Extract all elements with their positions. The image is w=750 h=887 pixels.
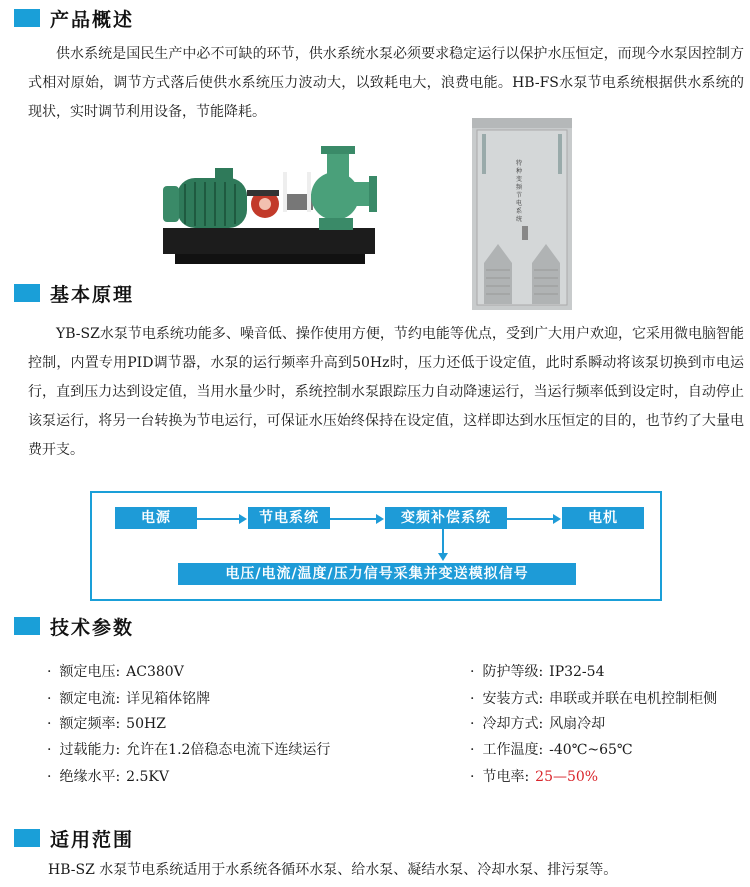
section-title: 基本原理 (50, 283, 135, 306)
flow-arrow-down (442, 529, 444, 559)
section-overview-header (14, 6, 134, 30)
flow-node-motor: 电机 (562, 507, 644, 529)
spec-rated-voltage: · 额定电压: AC380V (47, 664, 184, 680)
overview-paragraph: 供水系统是国民生产中必不可缺的环节，供水系统水泵必须要求稳定运行以保护水压恒定，而现今水泵因控制方式相对原始，调节方式落后使供水系统压力波动大，以致耗电大，浪费电能。HB-FS水泵节电系统根据供水系统的现状，实时调节利用设备，节能降耗。 (28, 46, 744, 120)
spec-saving-rate: · 节电率: 25—50% (470, 769, 599, 785)
spec-insulation-level: · 绝缘水平: 2.5KV (47, 769, 170, 785)
spec-rated-current: · 额定电流: 详见箱体铭牌 (47, 691, 211, 707)
flow-arrow (197, 518, 245, 520)
flow-arrow (330, 518, 382, 520)
spec-working-temperature: · 工作温度: -40℃~65℃ (470, 742, 633, 758)
section-title: 技术参数 (50, 616, 135, 639)
spec-protection-grade: · 防护等级: IP32-54 (470, 664, 605, 680)
section-marker (14, 617, 40, 635)
flow-arrow (507, 518, 559, 520)
cabinet-label: 特种变频节电系统 (516, 160, 523, 223)
water-pump-image (155, 142, 380, 270)
section-title: 适用范围 (50, 828, 135, 851)
spec-cooling: · 冷却方式: 风扇冷却 (470, 716, 606, 732)
flow-node-saving-system: 节电系统 (248, 507, 330, 529)
flow-node-power: 电源 (115, 507, 197, 529)
section-scope-header (14, 826, 134, 850)
spec-overload-capacity: · 过载能力: 允许在1.2倍稳态电流下连续运行 (47, 742, 331, 758)
section-principle-header (14, 281, 134, 305)
section-specs-header (14, 614, 134, 638)
section-marker (14, 829, 40, 847)
flow-node-signal: 电压/电流/温度/压力信号采集并变送模拟信号 (178, 563, 576, 585)
flow-node-vfd: 变频补偿系统 (385, 507, 507, 529)
section-marker (14, 284, 40, 302)
spec-rated-frequency: · 额定频率: 50HZ (47, 716, 166, 732)
control-cabinet-image (472, 118, 572, 310)
principle-paragraph: YB-SZ水泵节电系统功能多、噪音低、操作使用方便，节约电能等优点，受到广大用户欢迎，它采用微电脑智能控制，内置专用PID调节器，水泵的运行频率升高到50Hz时，压力还低于设定值，此时系瞬动将该泵切换到市电运行，直到压力达到设定值，当用水量少时，系统控制水泵跟踪压力自动降速运行，当运行频率低到设定时，自动停止该泵运行，将另一台转换为节电运行，可保证水压始终保持在设定值，这样即达到水压恒定的目的，也节约了大量电费开支。 (28, 326, 744, 458)
scope-paragraph: HB-SZ 水泵节电系统适用于水系统各循环水泵、给水泵、凝结水泵、冷却水泵、排污泵等。 (48, 862, 618, 878)
section-title: 产品概述 (50, 8, 135, 31)
spec-installation: · 安装方式: 串联或并联在电机控制柜侧 (470, 691, 718, 707)
section-marker (14, 9, 40, 27)
